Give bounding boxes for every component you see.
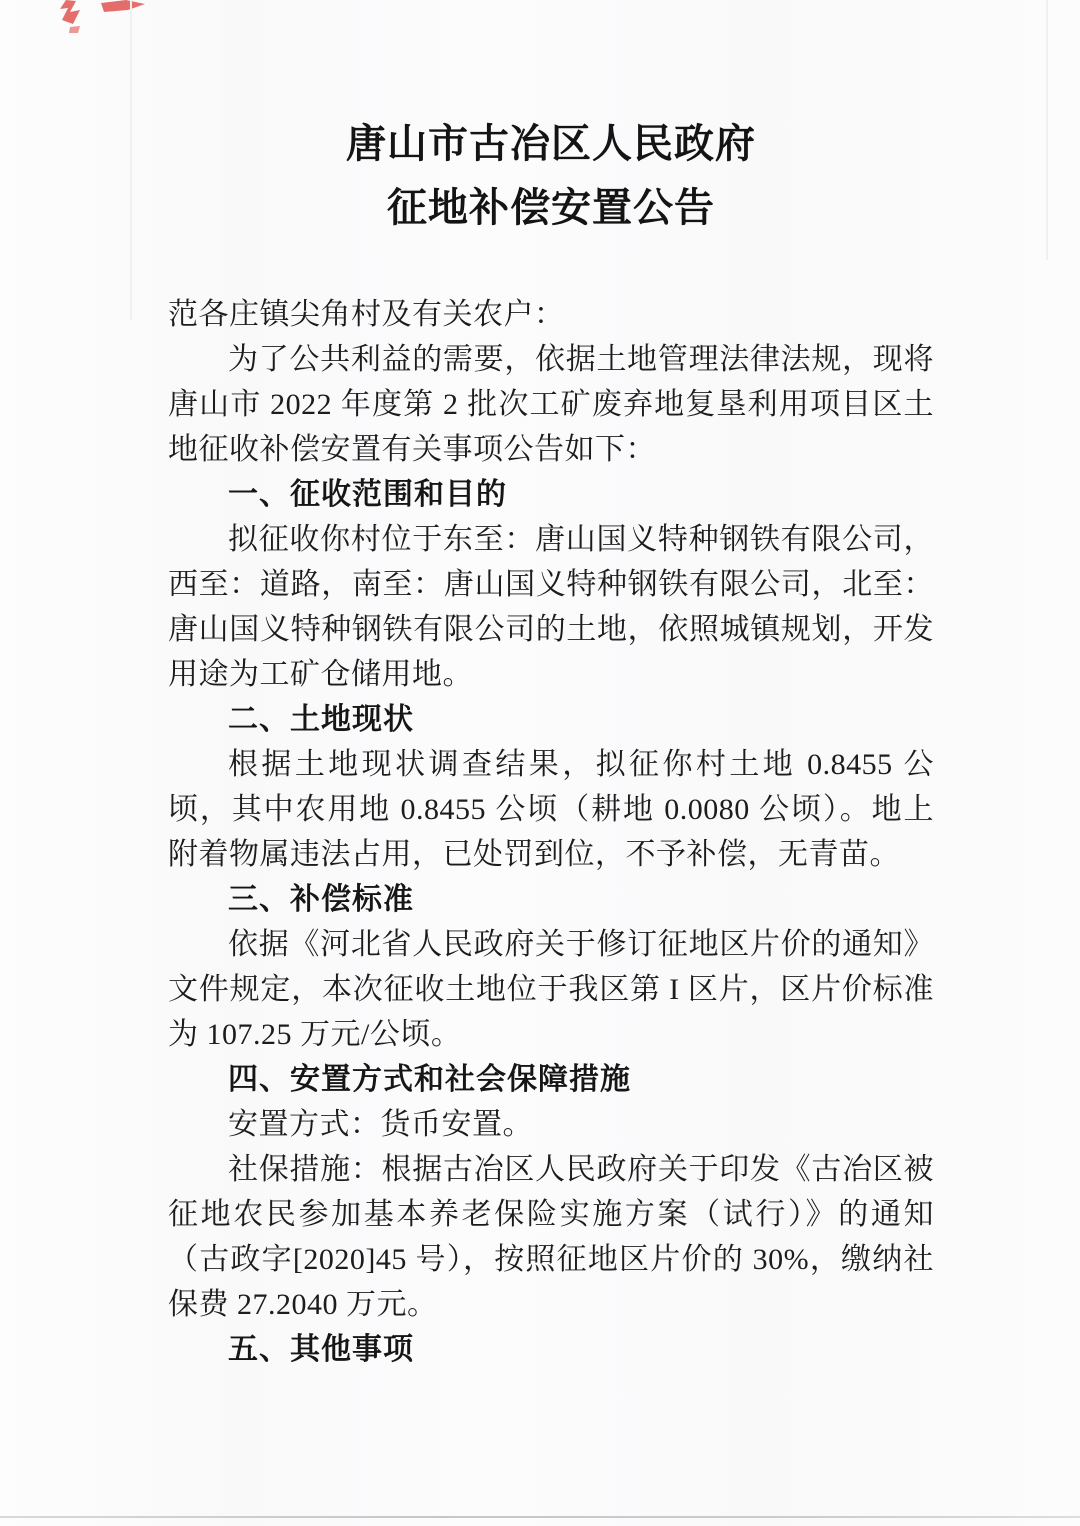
- document-content: [168, 112, 934, 1372]
- title-block: [168, 112, 934, 240]
- page-bottom-edge-line: [0, 1516, 1080, 1518]
- intro-paragraph: 为了公共利益的需要，依据土地管理法律法规，现将唐山市 2022 年度第 2 批次工矿废弃地复垦利用项目区土地征收补偿安置有关事项公告如下：: [168, 343, 934, 466]
- section-4-heading: 四、安置方式和社会保障措施: [228, 1063, 631, 1096]
- document-body: [168, 292, 934, 1372]
- section-3-paragraph: 依据《河北省人民政府关于修订征地区片价的通知》文件规定，本次征收土地位于我区第 I 区片，区片价标准为 107.25 万元/公顷。: [168, 928, 934, 1051]
- section-4-paragraph-1: 安置方式：货币安置。: [228, 1108, 533, 1141]
- section-1-heading: 一、征收范围和目的: [228, 478, 507, 511]
- section-3-heading: 三、补偿标准: [228, 883, 414, 916]
- section-2-paragraph: 根据土地现状调查结果，拟征你村土地 0.8455 公顷，其中农用地 0.8455 公顷（耕地 0.0080 公顷）。地上附着物属违法占用，已处罚到位，不予补偿，无青苗。: [168, 748, 934, 871]
- red-stamp-fragment-icon: [0, 0, 200, 42]
- section-2-heading: 二、土地现状: [228, 703, 414, 736]
- doc-title-line1: 唐山市古冶区人民政府: [346, 121, 756, 166]
- section-1-paragraph: 拟征收你村位于东至：唐山国义特种钢铁有限公司，西至：道路，南至：唐山国义特种钢铁有限公司，北至：唐山国义特种钢铁有限公司的土地，依照城镇规划，开发用途为工矿仓储用地。: [168, 523, 934, 691]
- scan-artifact: [130, 0, 132, 320]
- salutation: 范各庄镇尖角村及有关农户：: [168, 298, 565, 331]
- section-5-heading: 五、其他事项: [228, 1333, 414, 1366]
- doc-title-line2: 征地补偿安置公告: [387, 185, 715, 230]
- scan-artifact: [1046, 0, 1048, 260]
- section-4-paragraph-2: 社保措施：根据古冶区人民政府关于印发《古冶区被征地农民参加基本养老保险实施方案（试行）》的通知（古政字[2020]45 号），按照征地区片价的 30%，缴纳社保费 27.2040 万元。: [168, 1153, 934, 1321]
